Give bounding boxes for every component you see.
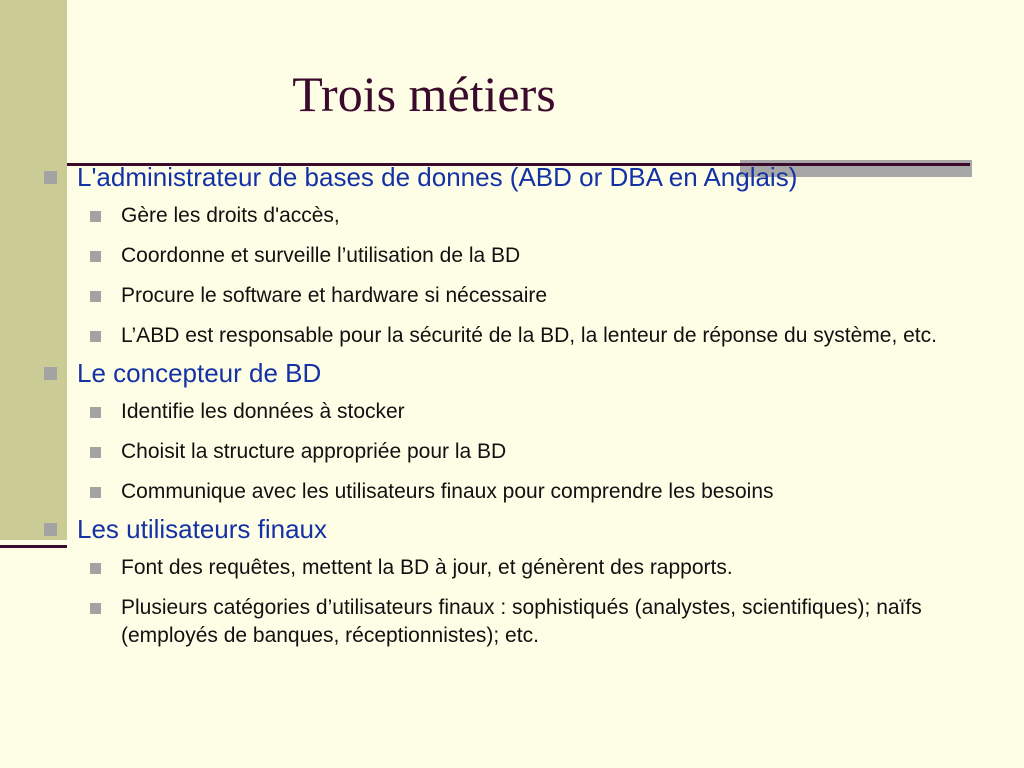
square-bullet-icon: [90, 291, 101, 302]
square-bullet-icon: [90, 251, 101, 262]
square-bullet-icon: [90, 211, 101, 222]
list-item-label: Coordonne et surveille l’utilisation de la BD: [121, 244, 521, 267]
list-item-level2: [90, 398, 1019, 426]
list-item-label: Procure le software et hardware si nécessaire: [121, 284, 548, 307]
list-item-label: Font des requêtes, mettent la BD à jour, et génèrent des rapports.: [121, 556, 733, 579]
list-item-level2: [90, 202, 1019, 230]
list-item-label: L'administrateur de bases de donnes (ABD or DBA en Anglais): [77, 162, 798, 192]
list-item-label: Les utilisateurs finaux: [77, 514, 328, 544]
list-item-level2: [90, 438, 1019, 466]
list-item-label: Le concepteur de BD: [77, 358, 322, 388]
list-item-label: Gère les droits d'accès,: [121, 204, 340, 227]
list-item-level2: [90, 478, 1019, 506]
list-item-level1: [44, 160, 1019, 194]
square-bullet-icon: [90, 487, 101, 498]
list-item-level2: [90, 242, 1019, 270]
square-bullet-icon: [90, 447, 101, 458]
list-item-level1: [44, 512, 1019, 546]
square-bullet-icon: [44, 171, 57, 184]
list-item-level2: [90, 322, 1019, 350]
square-bullet-icon: [90, 563, 101, 574]
list-item-label: Identifie les données à stocker: [121, 400, 405, 423]
list-item-label: L’ABD est responsable pour la sécurité de la BD, la lenteur de réponse du système, etc.: [121, 324, 937, 347]
list-item-level2: [90, 554, 1019, 582]
square-bullet-icon: [90, 407, 101, 418]
list-item-level2: [90, 594, 1019, 650]
slide-title: Trois métiers: [292, 66, 556, 122]
list-item-level2: [90, 282, 1019, 310]
list-item-level1: [44, 356, 1019, 390]
list-item-label: Communique avec les utilisateurs finaux pour comprendre les besoins: [121, 480, 774, 503]
square-bullet-icon: [90, 331, 101, 342]
list-item-label: Choisit la structure appropriée pour la BD: [121, 440, 507, 463]
slide-body: [44, 160, 1019, 650]
square-bullet-icon: [44, 523, 57, 536]
list-item-label: Plusieurs catégories d’utilisateurs finaux : sophistiqués (analystes, scientifiques); naïfs (employés de banques, réceptionnistes); etc.: [121, 596, 922, 647]
square-bullet-icon: [90, 603, 101, 614]
square-bullet-icon: [44, 367, 57, 380]
